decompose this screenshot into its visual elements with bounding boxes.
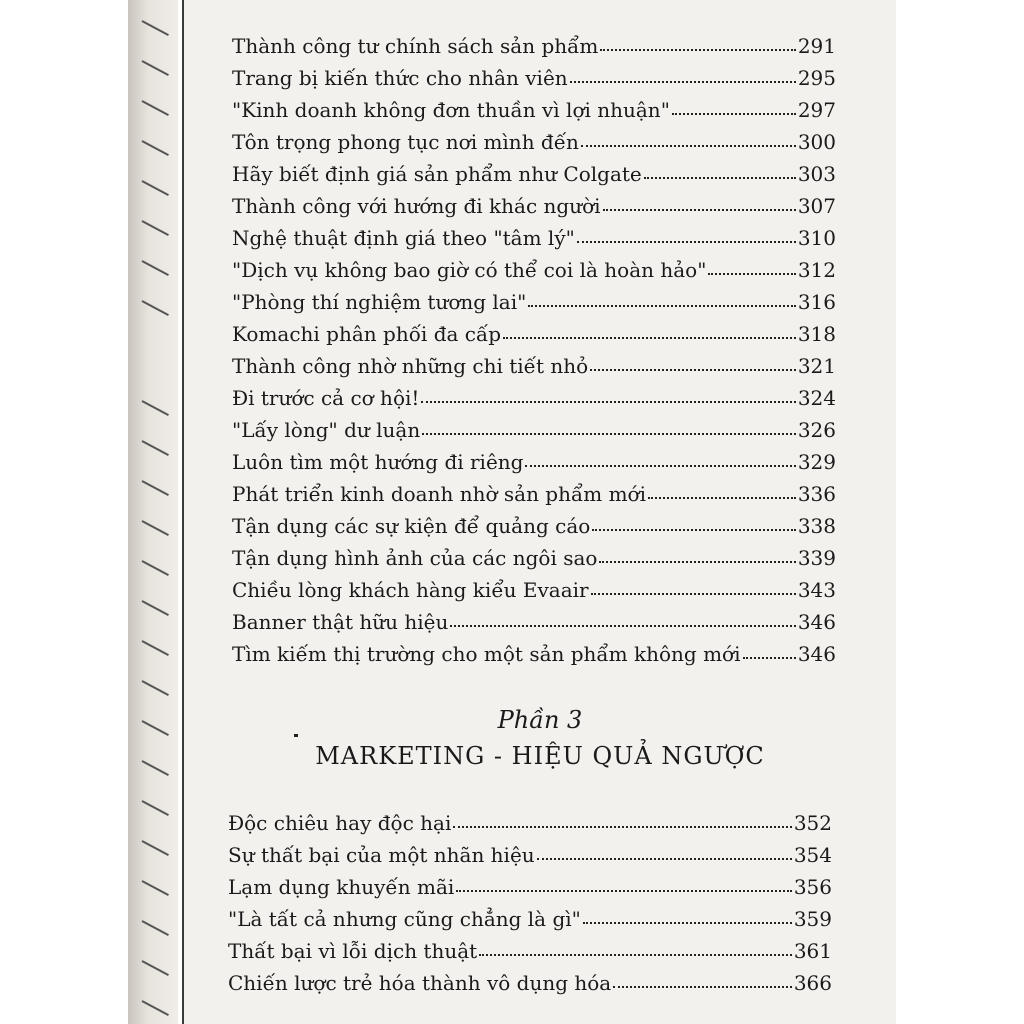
toc-entry-page: 366	[793, 971, 832, 995]
leader-dots	[453, 808, 791, 828]
toc-entry	[228, 874, 832, 897]
leader-dots	[456, 872, 792, 892]
toc-entry-page: 300	[797, 130, 836, 154]
toc-entry-title: Tận dụng hình ảnh của các ngôi sao	[232, 546, 598, 570]
toc-entry-title: Komachi phân phối đa cấp	[232, 322, 502, 346]
toc-entry	[228, 970, 832, 993]
toc-entry-title: Độc chiêu hay độc hại	[228, 811, 452, 835]
toc-entry-title: Hãy biết định giá sản phẩm như Colgate	[232, 162, 642, 186]
part-label: Phần 3	[497, 706, 583, 734]
toc-entry-page: 359	[793, 907, 832, 931]
table-of-contents-page	[184, 0, 896, 1024]
leader-dots	[583, 904, 792, 924]
toc-entry-page: 316	[797, 290, 836, 314]
toc-entry-title: "Dịch vụ không bao giờ có thể coi là hoàn hảo"	[232, 258, 707, 282]
toc-entry-page: 346	[797, 642, 836, 666]
toc-entry-title: Lạm dụng khuyến mãi	[228, 875, 455, 899]
toc-entry-page: 307	[797, 194, 836, 218]
toc-entry-title: Thất bại vì lỗi dịch thuật	[228, 939, 478, 963]
toc-part3	[184, 0, 896, 1024]
toc-entry-title: Chiều lòng khách hàng kiểu Evaair	[232, 578, 589, 602]
toc-entry-page: 310	[797, 226, 836, 250]
toc-entry-title: "Là tất cả nhưng cũng chẳng là gì"	[228, 907, 581, 931]
toc-entry-page: 297	[797, 98, 836, 122]
toc-entry-title: Luôn tìm một hướng đi riêng	[232, 450, 524, 474]
toc-entry-page: 303	[797, 162, 836, 186]
toc-entry-page: 291	[797, 34, 836, 58]
toc-entry-title: Chiến lược trẻ hóa thành vô dụng hóa	[228, 971, 612, 995]
toc-entry-page: 324	[797, 386, 836, 410]
toc-entry-title: Thành công nhờ những chi tiết nhỏ	[232, 354, 589, 378]
toc-entry-page: 339	[797, 546, 836, 570]
toc-entry-page: 312	[797, 258, 836, 282]
toc-entry-page: 329	[797, 450, 836, 474]
toc-entry	[228, 810, 832, 833]
toc-entry-title: Phát triển kinh doanh nhờ sản phẩm mới	[232, 482, 646, 506]
toc-entry-title: Nghệ thuật định giá theo "tâm lý"	[232, 226, 575, 250]
toc-entry-page: 356	[793, 875, 832, 899]
book-spine	[128, 0, 178, 1024]
part-title: MARKETING - HIỆU QUẢ NGƯỢC	[315, 742, 765, 770]
toc-entry-title: Tận dụng các sự kiện để quảng cáo	[232, 514, 591, 538]
toc-entry-page: 321	[797, 354, 836, 378]
toc-entry-page: 326	[797, 418, 836, 442]
toc-entry-title: Banner thật hữu hiệu	[232, 610, 449, 634]
toc-entry-page: 354	[793, 843, 832, 867]
toc-entry-page: 352	[793, 811, 832, 835]
toc-entry-page: 295	[797, 66, 836, 90]
toc-entry-title: Đi trước cả cơ hội!	[232, 386, 420, 410]
toc-entry-title: Tìm kiếm thị trường cho một sản phẩm không mới	[232, 642, 741, 666]
leader-dots	[479, 936, 792, 956]
toc-entry-page: 336	[797, 482, 836, 506]
toc-entry-title: Thành công với hướng đi khác người	[232, 194, 601, 218]
toc-entry-title: Thành công tư chính sách sản phẩm	[232, 34, 599, 58]
toc-entry-page: 361	[793, 939, 832, 963]
toc-entry	[228, 842, 832, 865]
toc-entry-title: "Lấy lòng" dư luận	[232, 418, 421, 442]
toc-entry-page: 343	[797, 578, 836, 602]
toc-entry-title: "Kinh doanh không đơn thuần vì lợi nhuận"	[232, 98, 670, 122]
toc-entry-title: Tôn trọng phong tục nơi mình đến	[232, 130, 579, 154]
leader-dots	[537, 840, 792, 860]
toc-entry-page: 338	[797, 514, 836, 538]
toc-entry-title: Sự thất bại của một nhãn hiệu	[228, 843, 535, 867]
toc-entry-title: Trang bị kiến thức cho nhân viên	[232, 66, 568, 90]
toc-entry-page: 318	[797, 322, 836, 346]
toc-entry-title: "Phòng thí nghiệm tương lai"	[232, 290, 527, 314]
toc-entry	[228, 938, 832, 961]
toc-entry-page: 346	[797, 610, 836, 634]
leader-dots	[613, 968, 792, 988]
toc-entry	[228, 906, 832, 929]
